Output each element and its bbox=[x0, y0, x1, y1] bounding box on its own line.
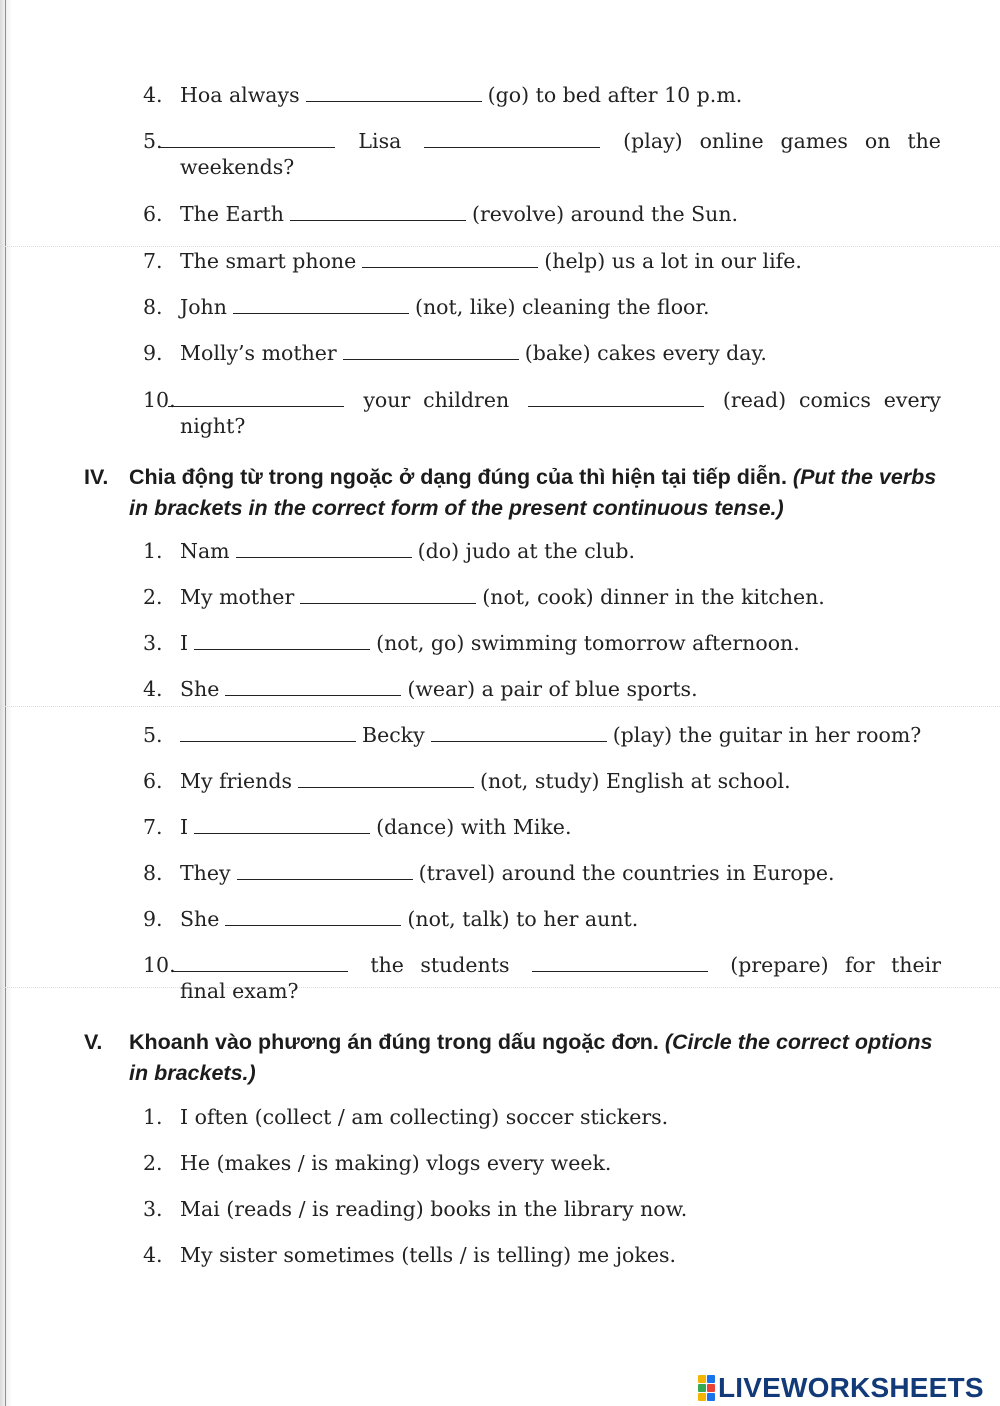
choice-sentence[interactable]: He (makes / is making) vlogs every week. bbox=[180, 1151, 612, 1175]
exercise-4-item-9: 9. She (not, talk) to her aunt. bbox=[143, 907, 639, 931]
exercise-4-item-8: 8. They (travel) around the countries in Europe. bbox=[143, 861, 835, 885]
liveworksheets-logo-text: LIVEWORKSHEETS bbox=[718, 1372, 984, 1403]
answer-blank[interactable] bbox=[236, 539, 412, 558]
exercise-3-item-6: 6. The Earth (revolve) around the Sun. bbox=[143, 202, 739, 226]
page-edge bbox=[0, 0, 12, 1406]
answer-blank[interactable] bbox=[237, 861, 413, 880]
exercise-4-item-6: 6. My friends (not, study) English at school. bbox=[143, 769, 791, 793]
exercise-5-item-4: 4. My sister sometimes (tells / is telling) me jokes. bbox=[143, 1243, 676, 1267]
exercise-4-item-10: 10. the students (prepare) for their final exam? bbox=[143, 953, 941, 1003]
liveworksheets-logo-icon bbox=[698, 1375, 715, 1401]
exercise-3-item-8: 8. John (not, like) cleaning the floor. bbox=[143, 295, 710, 319]
answer-blank[interactable] bbox=[306, 83, 482, 102]
answer-blank[interactable] bbox=[424, 129, 600, 148]
section-4-title-vi: Chia động từ trong ngoặc ở dạng đúng của thì hiện tại tiếp diễn. bbox=[129, 465, 787, 489]
page-edge-line bbox=[5, 0, 6, 1406]
exercise-4-item-2: 2. My mother (not, cook) dinner in the kitchen. bbox=[143, 585, 825, 609]
exercise-4-item-5: 5. Becky (play) the guitar in her room? bbox=[143, 723, 922, 747]
exercise-4-item-4: 4. She (wear) a pair of blue sports. bbox=[143, 677, 698, 701]
answer-blank[interactable] bbox=[168, 388, 344, 407]
answer-blank[interactable] bbox=[172, 953, 348, 972]
answer-blank[interactable] bbox=[431, 723, 607, 742]
exercise-3-item-4: 4. Hoa always (go) to bed after 10 p.m. bbox=[143, 83, 743, 107]
exercise-4-item-1: 1. Nam (do) judo at the club. bbox=[143, 539, 636, 563]
answer-blank[interactable] bbox=[225, 907, 401, 926]
exercise-3-item-10: 10. your children (read) comics every night? bbox=[143, 388, 941, 438]
section-5-title-vi: Khoanh vào phương án đúng trong dấu ngoặc đơn. bbox=[129, 1030, 659, 1054]
exercise-5-item-3: 3. Mai (reads / is reading) books in the library now. bbox=[143, 1197, 688, 1221]
answer-blank[interactable] bbox=[343, 341, 519, 360]
scan-artifact bbox=[0, 246, 1000, 247]
answer-blank[interactable] bbox=[159, 129, 335, 148]
answer-blank[interactable] bbox=[233, 295, 409, 314]
answer-blank[interactable] bbox=[194, 631, 370, 650]
exercise-3-item-9: 9. Molly’s mother (bake) cakes every day. bbox=[143, 341, 767, 365]
exercise-3-item-7: 7. The smart phone (help) us a lot in our life. bbox=[143, 249, 802, 273]
liveworksheets-logo[interactable] bbox=[698, 1372, 984, 1404]
exercise-4-item-3: 3. I (not, go) swimming tomorrow afternoon. bbox=[143, 631, 800, 655]
exercise-3-item-5: 5. Lisa (play) online games on the weekends? bbox=[143, 129, 941, 179]
answer-blank[interactable] bbox=[362, 249, 538, 268]
section-5-title-en: (Circle the correct options in brackets.) bbox=[129, 1030, 933, 1085]
answer-blank[interactable] bbox=[532, 953, 708, 972]
exercise-4-item-7: 7. I (dance) with Mike. bbox=[143, 815, 572, 839]
answer-blank[interactable] bbox=[290, 202, 466, 221]
answer-blank[interactable] bbox=[194, 815, 370, 834]
exercise-5-item-2: 2. He (makes / is making) vlogs every week. bbox=[143, 1151, 612, 1175]
section-5-heading: V. Khoanh vào phương án đúng trong dấu ngoặc đơn. (Circle the correct options in brackets.) bbox=[84, 1030, 933, 1085]
scan-artifact bbox=[0, 706, 1000, 707]
answer-blank[interactable] bbox=[528, 388, 704, 407]
answer-blank[interactable] bbox=[180, 723, 356, 742]
exercise-5-item-1: 1. I often (collect / am collecting) soccer stickers. bbox=[143, 1105, 669, 1129]
section-4-heading: IV. Chia động từ trong ngoặc ở dạng đúng của thì hiện tại tiếp diễn. (Put the verbs in brackets in the correct form of the present continuous tense.) bbox=[84, 465, 937, 520]
section-4-title-en: (Put the verbs in brackets in the correct form of the present continuous tense.) bbox=[129, 465, 937, 520]
answer-blank[interactable] bbox=[300, 585, 476, 604]
answer-blank[interactable] bbox=[298, 769, 474, 788]
answer-blank[interactable] bbox=[225, 677, 401, 696]
choice-sentence[interactable]: I often (collect / am collecting) soccer stickers. bbox=[180, 1105, 669, 1129]
choice-sentence[interactable]: Mai (reads / is reading) books in the library now. bbox=[180, 1197, 688, 1221]
choice-sentence[interactable]: My sister sometimes (tells / is telling) me jokes. bbox=[180, 1243, 676, 1267]
